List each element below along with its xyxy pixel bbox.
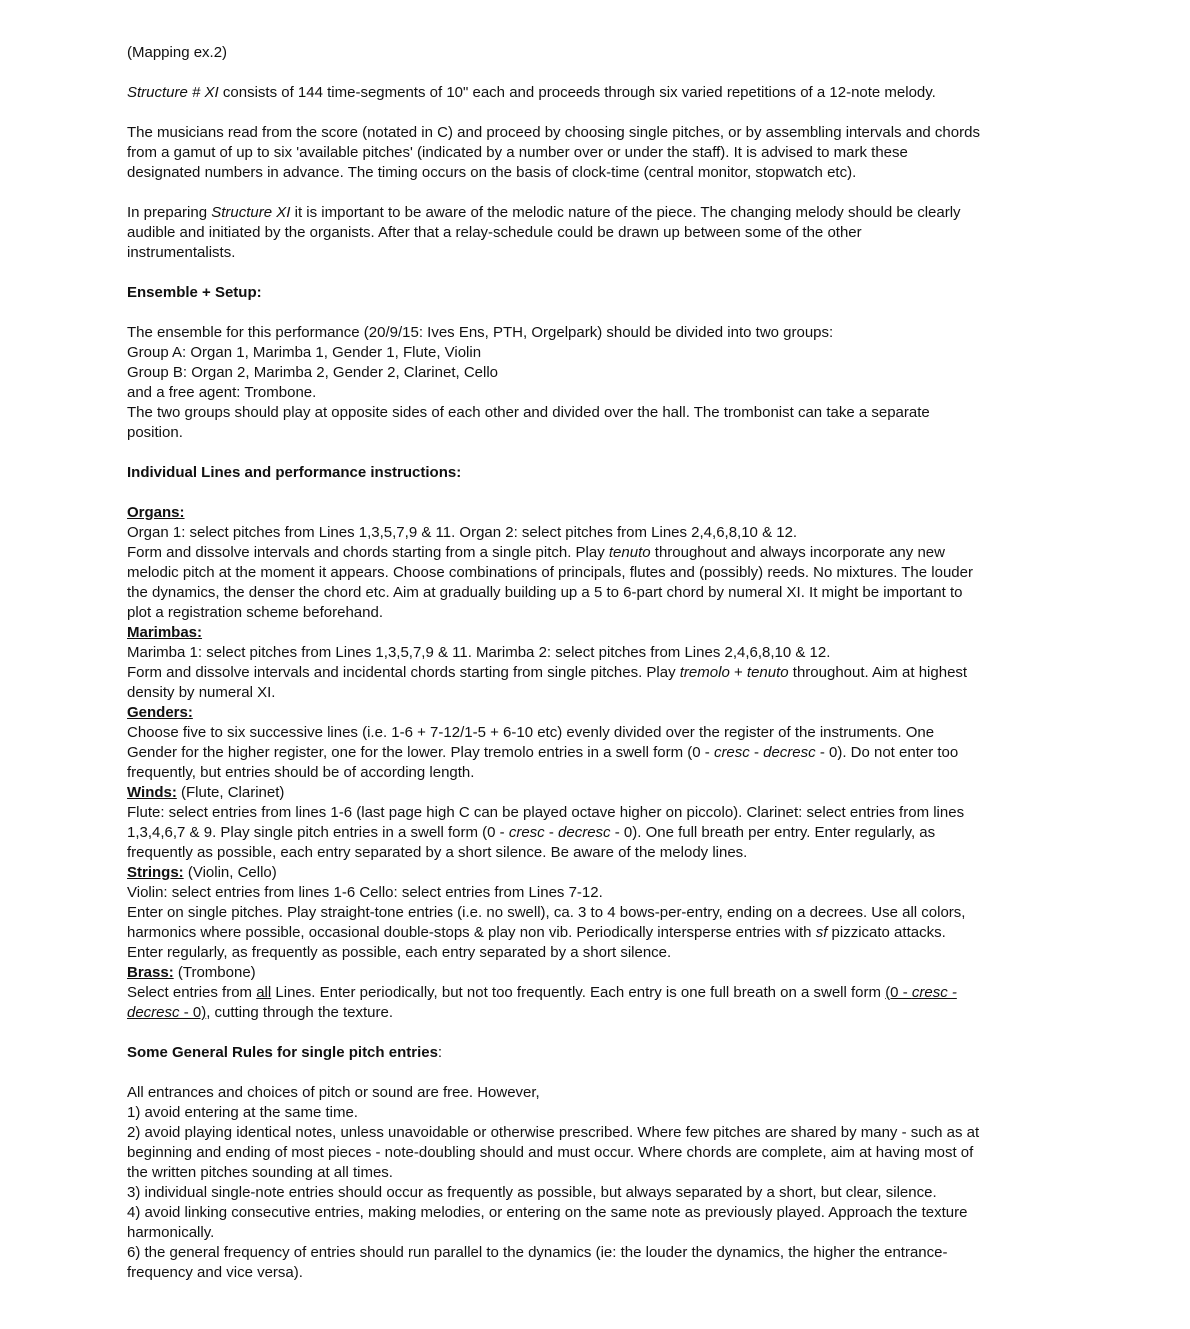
text-run: Gender for the higher register, one for the lower. Play tremolo entries in a swell form (0 - (127, 744, 714, 761)
text-run: frequently, but entries should be of according length. (127, 764, 475, 781)
text-line (127, 1223, 1127, 1243)
text-line (127, 163, 1127, 183)
text-run: : (437, 1044, 443, 1061)
blank-line (127, 1023, 1127, 1043)
section-heading: Brass: (127, 964, 174, 981)
text-run: The musicians read from the score (notated in C) and proceed by choosing single pitches, or by assembling intervals and chords (127, 124, 980, 141)
text-line (127, 1243, 1127, 1263)
text-line (127, 543, 1127, 563)
text-line (127, 643, 1127, 663)
text-run: melodic pitch at the moment it appears. Choose combinations of principals, flutes and (possibly) reeds. No mixtures. The louder (127, 564, 973, 581)
text-run: - 0). One full breath per entry. Enter regularly, as (610, 824, 936, 841)
text-line (127, 803, 1127, 823)
emphasis-text: Structure # XI (127, 84, 219, 101)
text-run: audible and initiated by the organists. After that a relay-schedule could be drawn up between some of the other (127, 224, 862, 241)
text-run: instrumentalists. (127, 244, 236, 261)
section-heading: Winds: (127, 784, 177, 801)
emphasis-text: cresc (508, 824, 545, 841)
text-run: plot a registration scheme beforehand. (127, 604, 383, 621)
section-heading: Marimbas: (127, 624, 203, 641)
underlined-text: - 0) (179, 1004, 207, 1021)
emphasis-text: decresc (763, 744, 816, 761)
text-run: and a free agent: Trombone. (127, 384, 317, 401)
text-line (127, 583, 1127, 603)
text-line (127, 1203, 1127, 1223)
text-line (127, 503, 1127, 523)
text-run: Group B: Organ 2, Marimba 2, Gender 2, Clarinet, Cello (127, 364, 499, 381)
text-line (127, 43, 1127, 63)
text-run: position. (127, 424, 183, 441)
emphasis-text: tenuto (746, 664, 789, 681)
text-line (127, 663, 1127, 683)
text-line (127, 1263, 1127, 1283)
blank-line (127, 443, 1127, 463)
heading: Ensemble + Setup: (127, 284, 262, 301)
text-run: it is important to be aware of the melodic nature of the piece. The changing melody should be clearly (290, 204, 961, 221)
text-run: the dynamics, the denser the chord etc. Aim at gradually building up a 5 to 6-part chord by numeral XI. It might be important to (127, 584, 963, 601)
text-line (127, 923, 1127, 943)
blank-line (127, 483, 1127, 503)
text-line (127, 363, 1127, 383)
blank-line (127, 303, 1127, 323)
text-line (127, 203, 1127, 223)
text-line (127, 1043, 1127, 1063)
emphasis-text: cresc (713, 744, 750, 761)
text-line (127, 1103, 1127, 1123)
text-line (127, 783, 1127, 803)
heading: Some General Rules for single pitch entries (127, 1044, 438, 1061)
text-run: throughout. Aim at highest (788, 664, 968, 681)
underlined-text: all (256, 984, 272, 1001)
blank-line (127, 183, 1127, 203)
text-line (127, 603, 1127, 623)
text-run: Form and dissolve intervals and incidental chords starting from single pitches. Play (127, 664, 680, 681)
emphasis-text: tremolo (679, 664, 730, 681)
text-run: designated numbers in advance. The timing occurs on the basis of clock-time (central monitor, stopwatch etc). (127, 164, 857, 181)
blank-line (127, 1063, 1127, 1083)
text-run: - (749, 744, 764, 761)
text-line (127, 283, 1127, 303)
text-run: frequently as possible, each entry separated by a short silence. Be aware of the melody lines. (127, 844, 748, 861)
text-line (127, 843, 1127, 863)
text-line (127, 883, 1127, 903)
text-run: 3) individual single-note entries should occur as frequently as possible, but always separated by a short, but clear, silence. (127, 1184, 937, 1201)
text-run: (Flute, Clarinet) (176, 784, 285, 801)
text-line (127, 523, 1127, 543)
text-line (127, 623, 1127, 643)
text-run: (Mapping ex.2) (127, 44, 228, 61)
text-run: All entrances and choices of pitch or sound are free. However, (127, 1084, 540, 1101)
text-run: 2) avoid playing identical notes, unless unavoidable or otherwise prescribed. Where few pitches are shared by many - such as at (127, 1124, 980, 1141)
emphasis-text: sf (815, 924, 828, 941)
text-line (127, 963, 1127, 983)
text-run: Organ 1: select pitches from Lines 1,3,5,7,9 & 11. Organ 2: select pitches from Lines 2,4,6,8,10 & 12. (127, 524, 798, 541)
underlined-text: (0 - (885, 984, 912, 1001)
text-run: pizzicato attacks. (827, 924, 946, 941)
text-line (127, 563, 1127, 583)
emphasis-text: Structure XI (211, 204, 291, 221)
text-run: density by numeral XI. (127, 684, 276, 701)
text-run: throughout and always incorporate any new (650, 544, 945, 561)
text-run: The ensemble for this performance (20/9/15: Ives Ens, PTH, Orgelpark) should be divided into two groups: (127, 324, 834, 341)
section-heading: Genders: (127, 704, 193, 721)
text-run: Lines. Enter periodically, but not too frequently. Each entry is one full breath on a swell form (271, 984, 886, 1001)
text-run: beginning and ending of most pieces - note-doubling should and must occur. Where chords are complete, aim at having most of (127, 1144, 974, 1161)
text-run: Marimba 1: select pitches from Lines 1,3,5,7,9 & 11. Marimba 2: select pitches from Lines 2,4,6,8,10 & 12. (127, 644, 831, 661)
text-run: Form and dissolve intervals and chords starting from a single pitch. Play (127, 544, 609, 561)
text-run: consists of 144 time-segments of 10" each and proceeds through six varied repetitions of a 12-note melody. (218, 84, 936, 101)
text-line (127, 723, 1127, 743)
text-run: Enter regularly, as frequently as possible, each entry separated by a short silence. (127, 944, 672, 961)
text-line (127, 123, 1127, 143)
text-run: The two groups should play at opposite sides of each other and divided over the hall. The trombonist can take a separate (127, 404, 930, 421)
text-run: Choose five to six successive lines (i.e. 1-6 + 7-12/1-5 + 6-10 etc) evenly divided over the register of the instruments. One (127, 724, 935, 741)
text-run: the written pitches sounding at all times. (127, 1164, 393, 1181)
section-heading: Strings: (127, 864, 184, 881)
text-line (127, 243, 1127, 263)
text-line (127, 1163, 1127, 1183)
text-run: - (544, 824, 559, 841)
blank-line (127, 103, 1127, 123)
text-run: In preparing (127, 204, 212, 221)
document-body (127, 43, 1127, 1283)
text-line (127, 1123, 1127, 1143)
text-run: - 0). Do not enter too (815, 744, 959, 761)
text-line (127, 863, 1127, 883)
text-line (127, 83, 1127, 103)
blank-line (127, 63, 1127, 83)
text-run: harmonics where possible, occasional double-stops & play non vib. Periodically intersperse entries with (127, 924, 816, 941)
text-line (127, 823, 1127, 843)
text-line (127, 403, 1127, 423)
text-line (127, 423, 1127, 443)
text-line (127, 463, 1127, 483)
text-run: Violin: select entries from lines 1-6 Cello: select entries from Lines 7-12. (127, 884, 603, 901)
emphasis-text: decresc (558, 824, 611, 841)
text-run: (Trombone) (173, 964, 256, 981)
text-line (127, 1183, 1127, 1203)
text-line (127, 143, 1127, 163)
text-run: + (729, 664, 747, 681)
text-run: 1,3,4,6,7 & 9. Play single pitch entries in a swell form (0 - (127, 824, 509, 841)
text-run: 1) avoid entering at the same time. (127, 1104, 358, 1121)
text-run: from a gamut of up to six 'available pitches' (indicated by a number over or under the staff). It is advised to mark these (127, 144, 908, 161)
text-run: Group A: Organ 1, Marimba 1, Gender 1, Flute, Violin (127, 344, 482, 361)
text-line (127, 383, 1127, 403)
text-run: Select entries from (127, 984, 257, 1001)
emphasis-text: tenuto (608, 544, 651, 561)
text-run: harmonically. (127, 1224, 215, 1241)
text-line (127, 943, 1127, 963)
text-run: Enter on single pitches. Play straight-tone entries (i.e. no swell), ca. 3 to 4 bows-per-entry, ending on a decrees. Use all colors, (127, 904, 966, 921)
text-line (127, 743, 1127, 763)
heading: Individual Lines and performance instructions: (127, 464, 462, 481)
text-run: , cutting through the texture. (206, 1004, 393, 1021)
text-line (127, 703, 1127, 723)
text-line (127, 763, 1127, 783)
emphasis-text: cresc - (911, 984, 957, 1001)
text-line (127, 903, 1127, 923)
text-run: (Violin, Cello) (183, 864, 277, 881)
text-line (127, 323, 1127, 343)
text-line (127, 1083, 1127, 1103)
text-line (127, 223, 1127, 243)
blank-line (127, 263, 1127, 283)
section-heading: Organs: (127, 504, 185, 521)
text-line (127, 683, 1127, 703)
text-run: 4) avoid linking consecutive entries, making melodies, or entering on the same note as previously played. Approach the texture (127, 1204, 968, 1221)
text-line (127, 1143, 1127, 1163)
text-line (127, 343, 1127, 363)
text-line (127, 1003, 1127, 1023)
text-run: frequency and vice versa). (127, 1264, 303, 1281)
emphasis-text: decresc (127, 1004, 180, 1021)
text-run: 6) the general frequency of entries should run parallel to the dynamics (ie: the louder the dynamics, the higher the entrance- (127, 1244, 948, 1261)
text-line (127, 983, 1127, 1003)
text-run: Flute: select entries from lines 1-6 (last page high C can be played octave higher on piccolo). Clarinet: select entries from lines (127, 804, 965, 821)
